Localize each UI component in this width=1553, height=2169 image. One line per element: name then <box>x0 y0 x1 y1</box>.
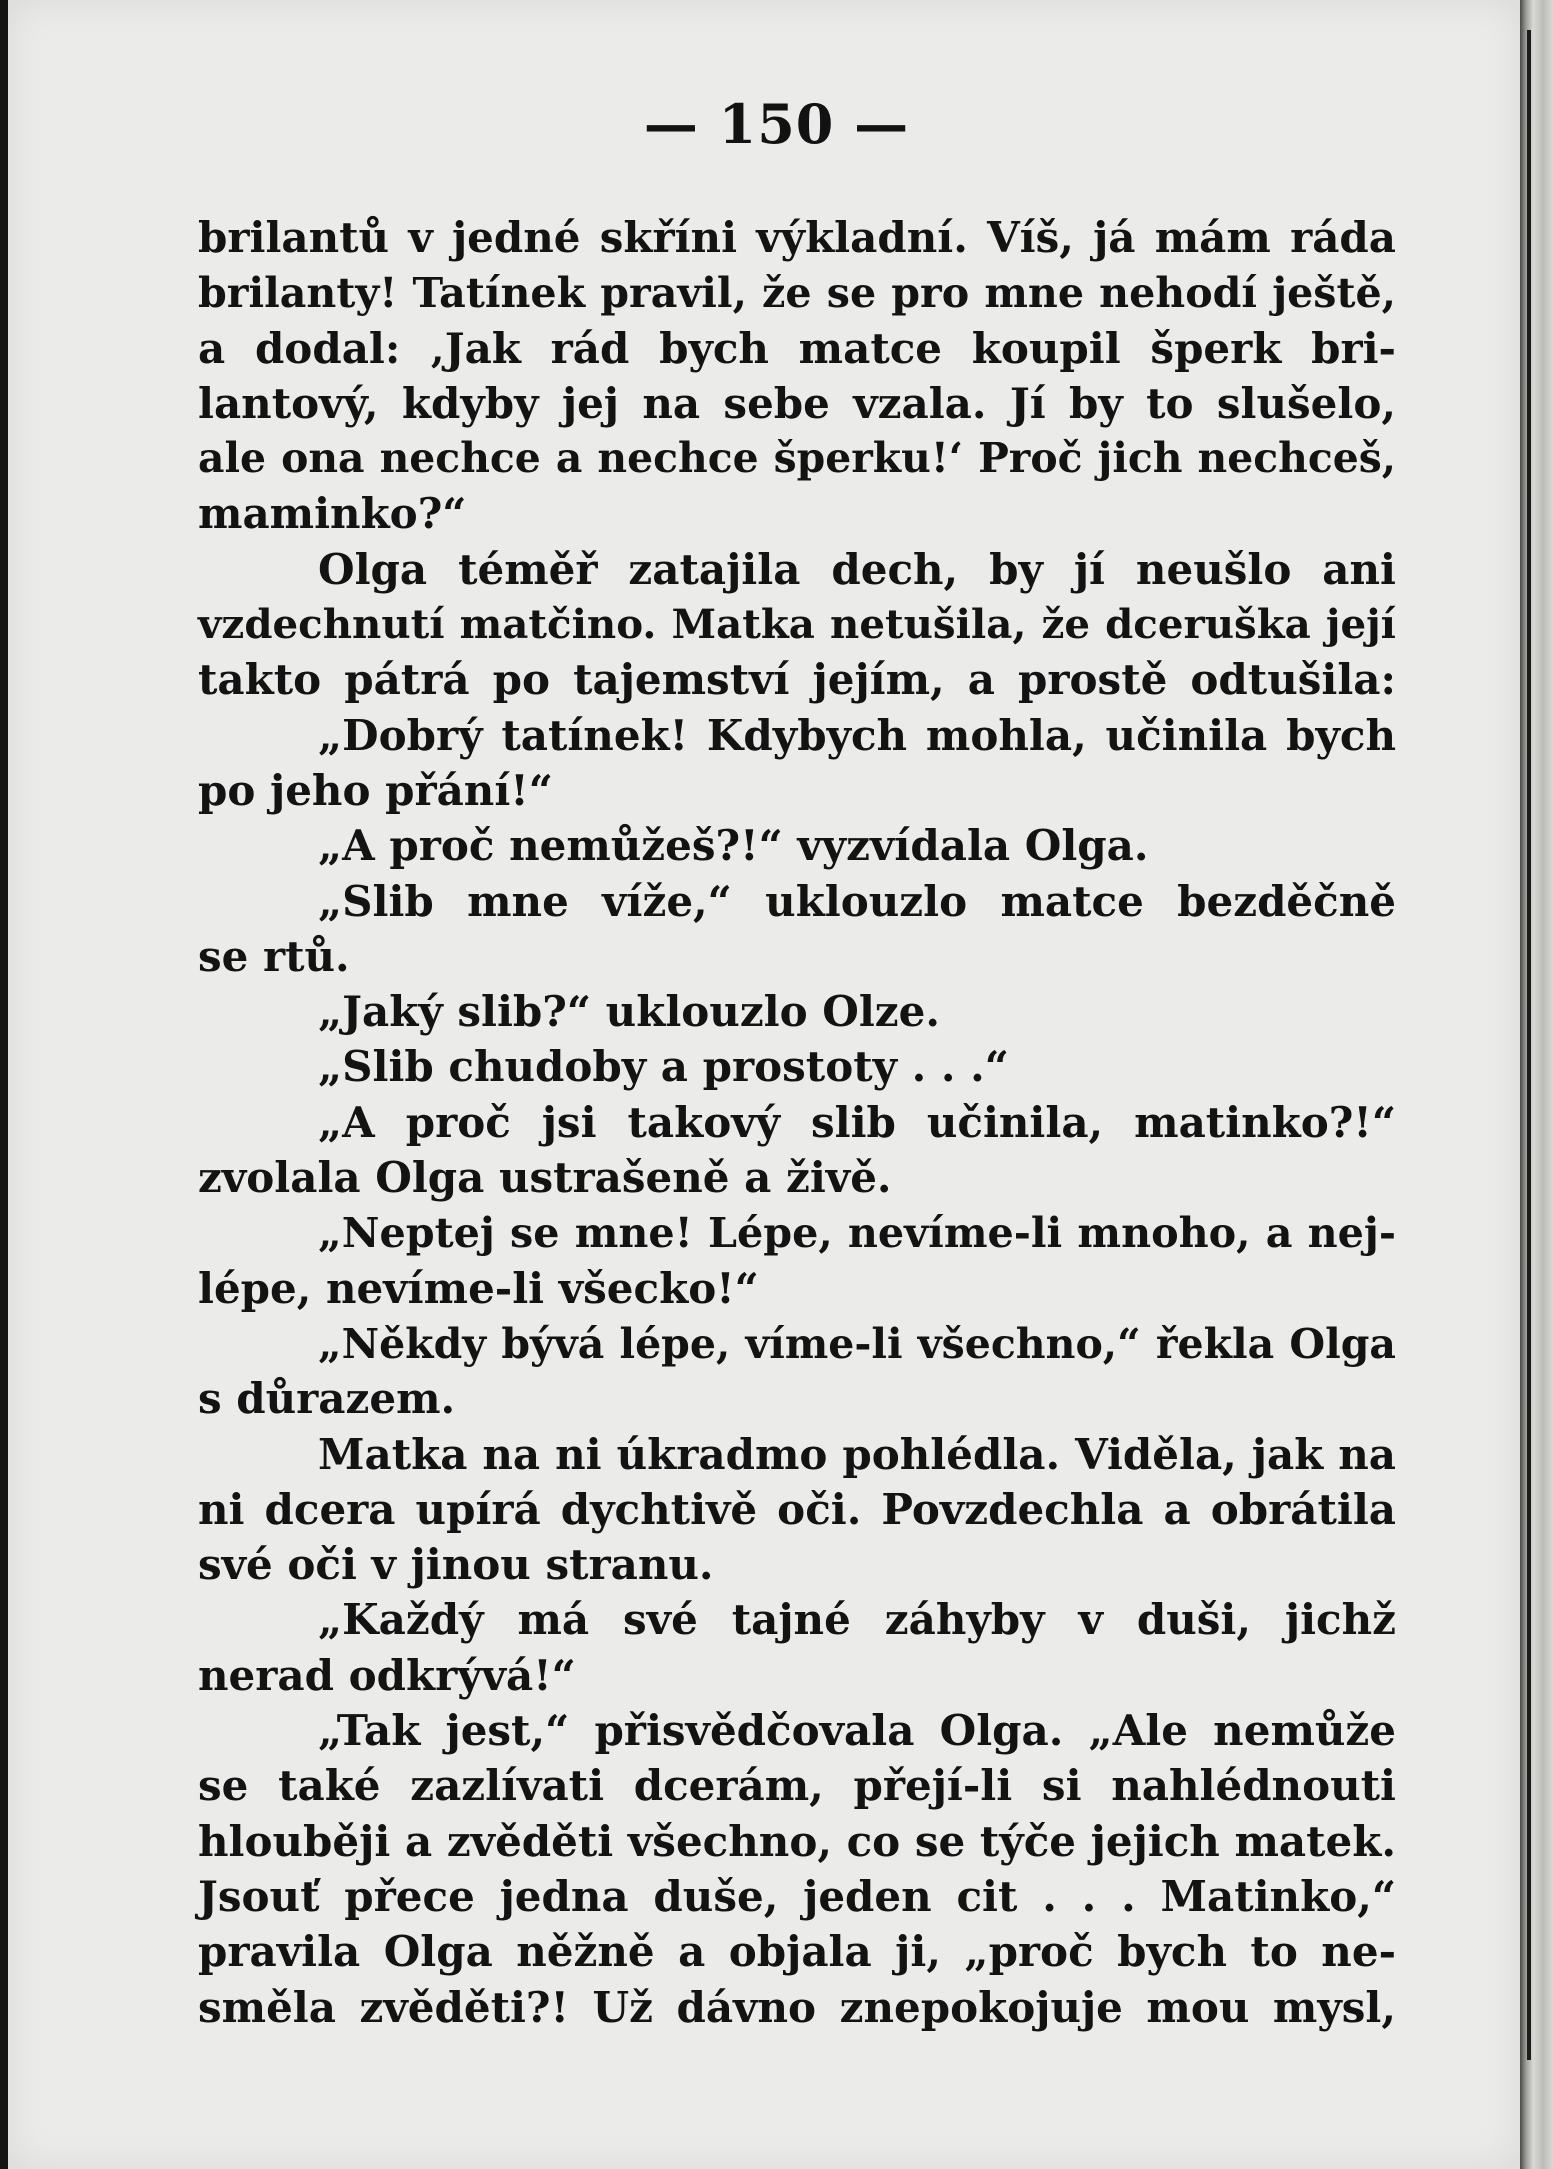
text-line: směla zvěděti?! Už dávno znepokojuje mou mysl, <box>198 1982 1396 2032</box>
text-line: maminko?“ <box>198 489 467 539</box>
text-line: Olga téměř zatajila dech, by jí neušlo ani <box>318 544 1396 594</box>
text-line: „Neptej se mne! Lépe, nevíme-li mnoho, a nej- <box>318 1208 1396 1258</box>
text-line: „Jaký slib?“ uklouzlo Olze. <box>318 987 941 1037</box>
text-line: své oči v jinou stranu. <box>198 1540 714 1590</box>
text-line: zvolala Olga ustrašeně a živě. <box>198 1153 892 1203</box>
text-line: brilantů v jedné skříni výkladní. Víš, já mám ráda <box>198 213 1396 262</box>
text-line: vzdechnutí matčino. Matka netušila, že dceruška její <box>198 600 1396 649</box>
text-line: ni dcera upírá dychtivě oči. Povzdechla a obrátila <box>198 1484 1396 1534</box>
text-line: takto pátrá po tajemství jejím, a prostě odtušila: <box>198 655 1396 705</box>
page-number: — 150 — <box>643 92 910 156</box>
text-line: pravila Olga něžně a objala ji, „proč bych to ne- <box>198 1927 1396 1977</box>
text-line: „Někdy bývá lépe, víme-li všechno,“ řekla Olga <box>318 1318 1396 1368</box>
text-line: nerad odkrývá!“ <box>198 1650 576 1700</box>
text-line: po jeho přání!“ <box>198 765 553 815</box>
binding-edge-line <box>1527 30 1531 2060</box>
page-edge-shadow <box>1520 0 1553 2169</box>
text-line: Jsouť přece jedna duše, jeden cit . . . Matinko,“ <box>198 1871 1396 1921</box>
text-line: se také zazlívati dcerám, přejí-li si nahlédnouti <box>198 1761 1396 1811</box>
text-line: „A proč jsi takový slib učinila, matinko?!“ <box>318 1097 1396 1147</box>
text-line: hlouběji a zvěděti všechno, co se týče jejich matek. <box>198 1816 1396 1866</box>
text-line: „Slib mne víže,“ uklouzlo matce bezděčně <box>318 876 1396 926</box>
text-line: se rtů. <box>198 931 350 981</box>
page-body-text <box>198 210 1396 2035</box>
text-line: lantový, kdyby jej na sebe vzala. Jí by to slušelo, <box>198 378 1396 428</box>
text-line: ale ona nechce a nechce šperku!‘ Proč jich nechceš, <box>198 434 1396 483</box>
text-line: „Tak jest,“ přisvědčovala Olga. „Ale nemůže <box>318 1706 1396 1756</box>
text-line: a dodal: ‚Jak rád bych matce koupil šperk bri- <box>198 323 1396 373</box>
text-line: lépe, nevíme-li všecko!“ <box>198 1263 759 1313</box>
text-line: „A proč nemůžeš?!“ vyzvídala Olga. <box>318 821 1149 871</box>
text-line: „Každý má své tajné záhyby v duši, jichž <box>318 1595 1396 1645</box>
text-line: brilanty! Tatínek pravil, že se pro mne nehodí ještě, <box>198 268 1396 318</box>
text-line: „Dobrý tatínek! Kdybych mohla, učinila bych <box>318 710 1396 760</box>
text-line: „Slib chudoby a prostoty . . .“ <box>318 1042 1009 1092</box>
text-line: s důrazem. <box>198 1374 456 1424</box>
text-line: Matka na ni úkradmo pohlédla. Viděla, jak na <box>318 1429 1396 1479</box>
